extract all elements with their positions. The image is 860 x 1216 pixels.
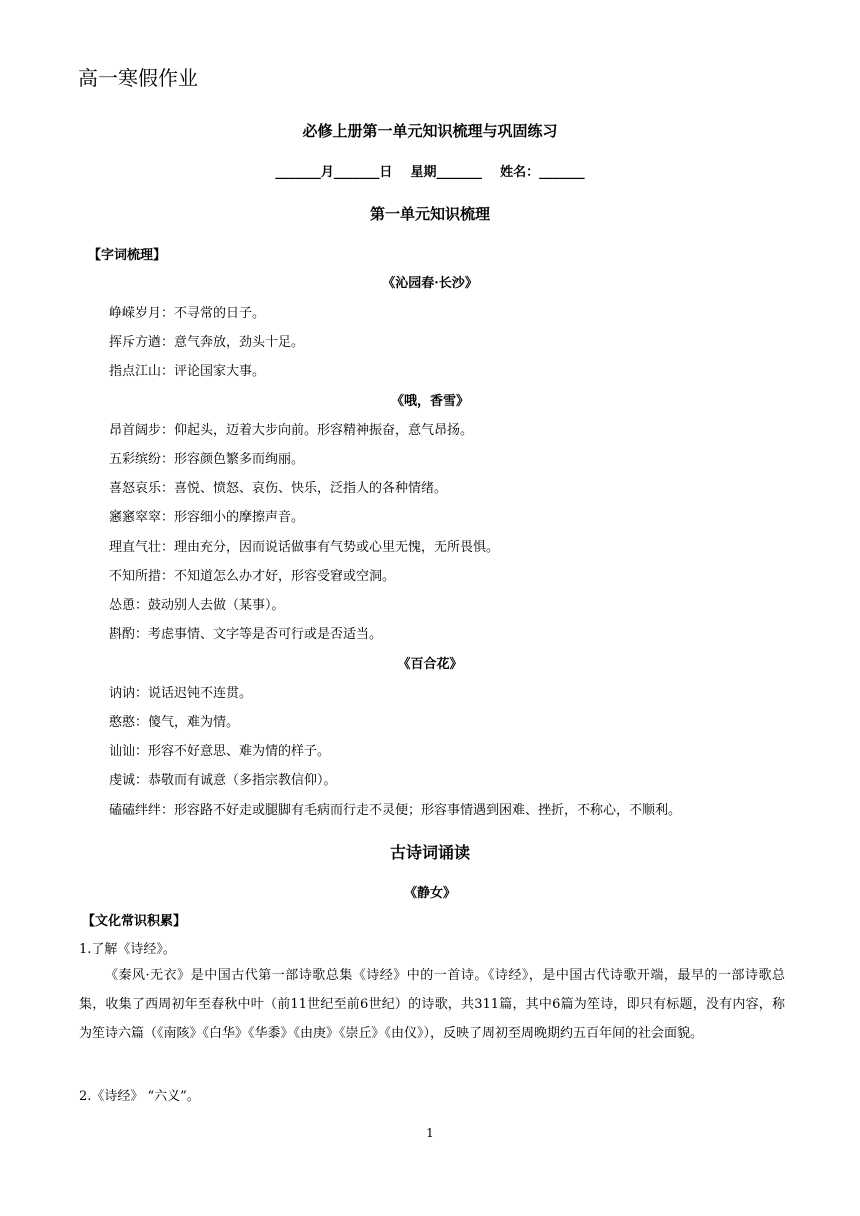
page-header: 高一寒假作业 — [78, 66, 198, 90]
section-title: 第一单元知识梳理 — [369, 205, 490, 223]
body-paragraph: 《秦风·无衣》是中国古代第一部诗歌总集《诗经》中的一首诗。《诗经》，是中国古代诗歌开端，最早的一部诗歌总集，收集了西周初年至春秋中叶（前11世纪至前6世纪）的诗歌，共311篇，其中6篇为笙诗，即只有标题，没有内容，称为笙诗六篇（《南陔》《白华》《华黍》《由庚》《崇丘》《由仪》），反映了周初至周晚期约五百年间的社会面貌。 — [79, 968, 785, 1041]
vocab-entry: 怂恿：鼓动别人去做（某事）。 — [109, 598, 285, 613]
vocab-entry: 磕磕绊绊：形容路不好走或腿脚有毛病而行走不灵便；形容事情遇到困难、挫折，不称心，不顺利。 — [109, 803, 682, 818]
date-name-line: _______月_______日 星期_______ 姓名：_______ — [275, 165, 585, 180]
vocab-label: 【字词梳理】 — [88, 248, 167, 263]
vocab-entry: 虔诚：恭敬而有诚意（多指宗教信仰）。 — [109, 773, 337, 788]
group-subtitle: 《沁园春·长沙》 — [382, 276, 478, 291]
culture-label: 【文化常识积累】 — [82, 914, 187, 929]
poem-subtitle: 《静女》 — [403, 886, 456, 901]
vocab-entry: 峥嵘岁月：不寻常的日子。 — [109, 306, 266, 321]
poetry-section-title: 古诗词诵读 — [389, 843, 470, 862]
vocab-entry: 五彩缤纷：形容颜色繁多而绚丽。 — [109, 452, 305, 467]
vocab-entry: 讪讪：形容不好意思、难为情的样子。 — [109, 744, 331, 759]
vocab-entry: 讷讷：说话迟钝不连贯。 — [109, 686, 253, 701]
vocab-entry: 指点江山：评论国家大事。 — [109, 364, 266, 379]
document-title: 必修上册第一单元知识梳理与巩固练习 — [302, 122, 558, 140]
vocab-entry: 不知所措：不知道怎么办才好，形容受窘或空洞。 — [109, 569, 396, 584]
vocab-entry: 斟酌：考虑事情、文字等是否可行或是否适当。 — [109, 627, 383, 642]
group-subtitle: 《哦，香雪》 — [390, 394, 469, 409]
group-subtitle: 《百合花》 — [397, 657, 463, 672]
vocab-entry: 理直气壮：理由充分，因而说话做事有气势或心里无愧，无所畏惧。 — [109, 540, 500, 555]
list-item-2: 2.《诗经》 “六义”。 — [79, 1089, 200, 1104]
vocab-entry: 憨憨：傻气，难为情。 — [109, 715, 240, 730]
page-number: 1 — [426, 1126, 434, 1140]
vocab-entry: 挥斥方遒：意气奔放，劲头十足。 — [109, 335, 305, 350]
vocab-entry: 窸窸窣窣：形容细小的摩擦声音。 — [109, 510, 305, 525]
vocab-entry: 昂首阔步：仰起头，迈着大步向前。形容精神振奋，意气昂扬。 — [109, 423, 474, 438]
list-item-1: 1.了解《诗经》。 — [79, 942, 176, 957]
vocab-entry: 喜怒哀乐：喜悦、愤怒、哀伤、快乐，泛指人的各种情绪。 — [109, 481, 448, 496]
